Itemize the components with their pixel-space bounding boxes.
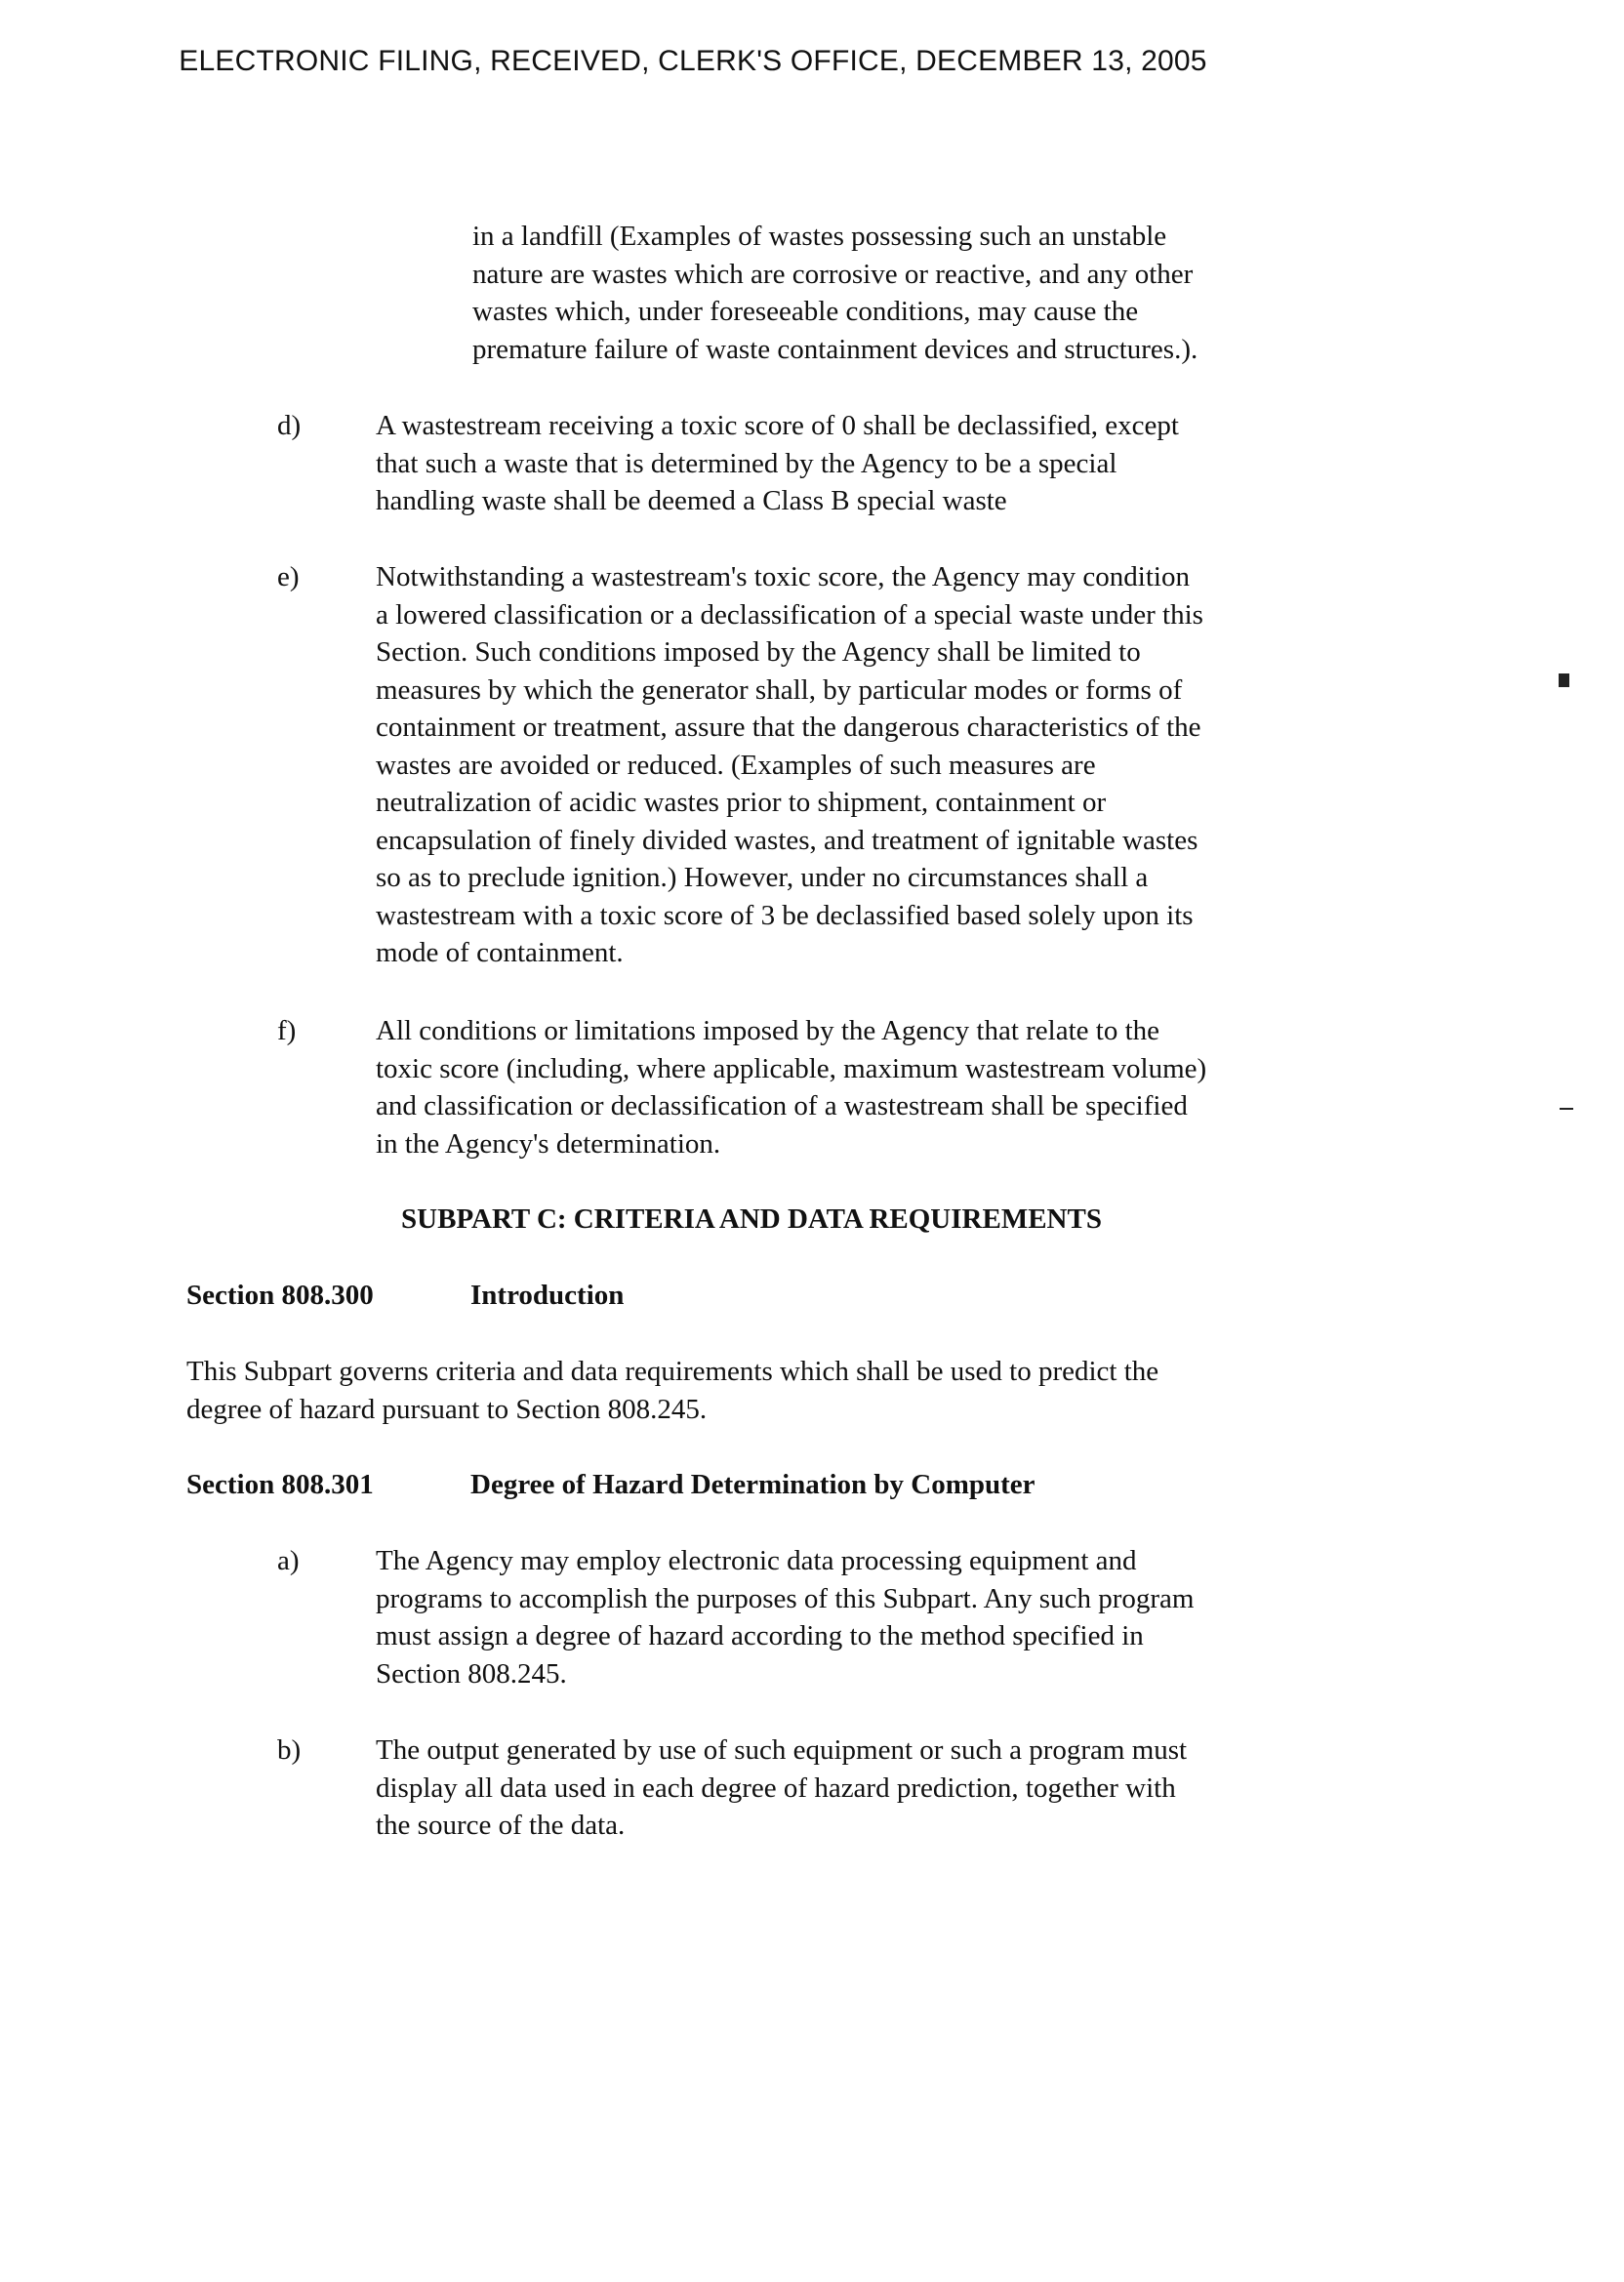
item-label-e: e) [277, 561, 300, 592]
text-line: The output generated by use of such equipment or such a program must [376, 1734, 1188, 1766]
text-line: wastes are avoided or reduced. (Examples of such measures are [376, 749, 1096, 781]
scan-artifact-mark [1559, 673, 1569, 687]
text-line: and classification or declassification of a wastestream shall be specified [376, 1090, 1188, 1121]
text-line: The Agency may employ electronic data processing equipment and [376, 1545, 1137, 1576]
item-label-d: d) [277, 410, 302, 441]
text-line: wastes which, under foreseeable conditions, may cause the [472, 296, 1139, 327]
item-text-e [376, 558, 1332, 972]
section-title: Introduction [470, 1280, 625, 1311]
text-line: that such a waste that is determined by the Agency to be a special [376, 447, 1117, 479]
text-line: containment or treatment, assure that the dangerous characteristics of the [376, 712, 1201, 743]
section-body [186, 1353, 1338, 1428]
text-line: wastestream with a toxic score of 3 be declassified based solely upon its [376, 899, 1194, 931]
item-text-a [376, 1542, 1332, 1692]
item-label-a: a) [277, 1545, 300, 1576]
text-line: must assign a degree of hazard according to the method specified in [376, 1620, 1144, 1651]
text-line: A wastestream receiving a toxic score of 0 shall be declassified, except [376, 410, 1179, 441]
text-line: the source of the data. [376, 1810, 626, 1841]
section-number: Section 808.301 [186, 1469, 374, 1500]
text-line: degree of hazard pursuant to Section 808.245. [186, 1393, 708, 1425]
text-line: programs to accomplish the purposes of this Subpart. Any such program [376, 1582, 1195, 1614]
text-line: This Subpart governs criteria and data requirements which shall be used to predict the [186, 1356, 1159, 1387]
text-line: All conditions or limitations imposed by the Agency that relate to the [376, 1015, 1159, 1046]
text-line: Notwithstanding a wastestream's toxic score, the Agency may condition [376, 561, 1190, 592]
continuation-paragraph [472, 218, 1331, 368]
text-line: neutralization of acidic wastes prior to shipment, containment or [376, 787, 1107, 818]
item-text-d [376, 407, 1332, 520]
text-line: encapsulation of finely divided wastes, and treatment of ignitable wastes [376, 824, 1198, 856]
text-line: in a landfill (Examples of wastes possessing such an unstable [472, 221, 1167, 252]
text-line: nature are wastes which are corrosive or reactive, and any other [472, 258, 1194, 290]
section-title: Degree of Hazard Determination by Computer [470, 1469, 1035, 1500]
section-number: Section 808.300 [186, 1280, 374, 1311]
item-label-b: b) [277, 1734, 302, 1766]
text-line: premature failure of waste containment devices and structures.). [472, 333, 1198, 365]
item-text-f [376, 1012, 1332, 1162]
text-line: Section. Such conditions imposed by the Agency shall be limited to [376, 636, 1141, 668]
text-line: a lowered classification or a declassification of a special waste under this [376, 598, 1203, 631]
text-line: handling waste shall be deemed a Class B special waste [376, 485, 1007, 516]
text-line: so as to preclude ignition.) However, under no circumstances shall a [376, 862, 1149, 893]
scan-artifact-mark [1560, 1108, 1573, 1110]
item-label-f: f) [277, 1015, 297, 1046]
text-line: mode of containment. [376, 937, 624, 968]
text-line: in the Agency's determination. [376, 1127, 721, 1160]
item-text-b [376, 1732, 1332, 1845]
text-line: measures by which the generator shall, by particular modes or forms of [376, 673, 1183, 706]
text-line: display all data used in each degree of hazard prediction, together with [376, 1772, 1176, 1804]
text-line: toxic score (including, where applicable, maximum wastestream volume) [376, 1052, 1207, 1084]
filing-stamp: ELECTRONIC FILING, RECEIVED, CLERK'S OFFICE, DECEMBER 13, 2005 [179, 45, 1207, 77]
subpart-heading: SUBPART C: CRITERIA AND DATA REQUIREMENTS [401, 1203, 1102, 1235]
text-line: Section 808.245. [376, 1657, 567, 1690]
